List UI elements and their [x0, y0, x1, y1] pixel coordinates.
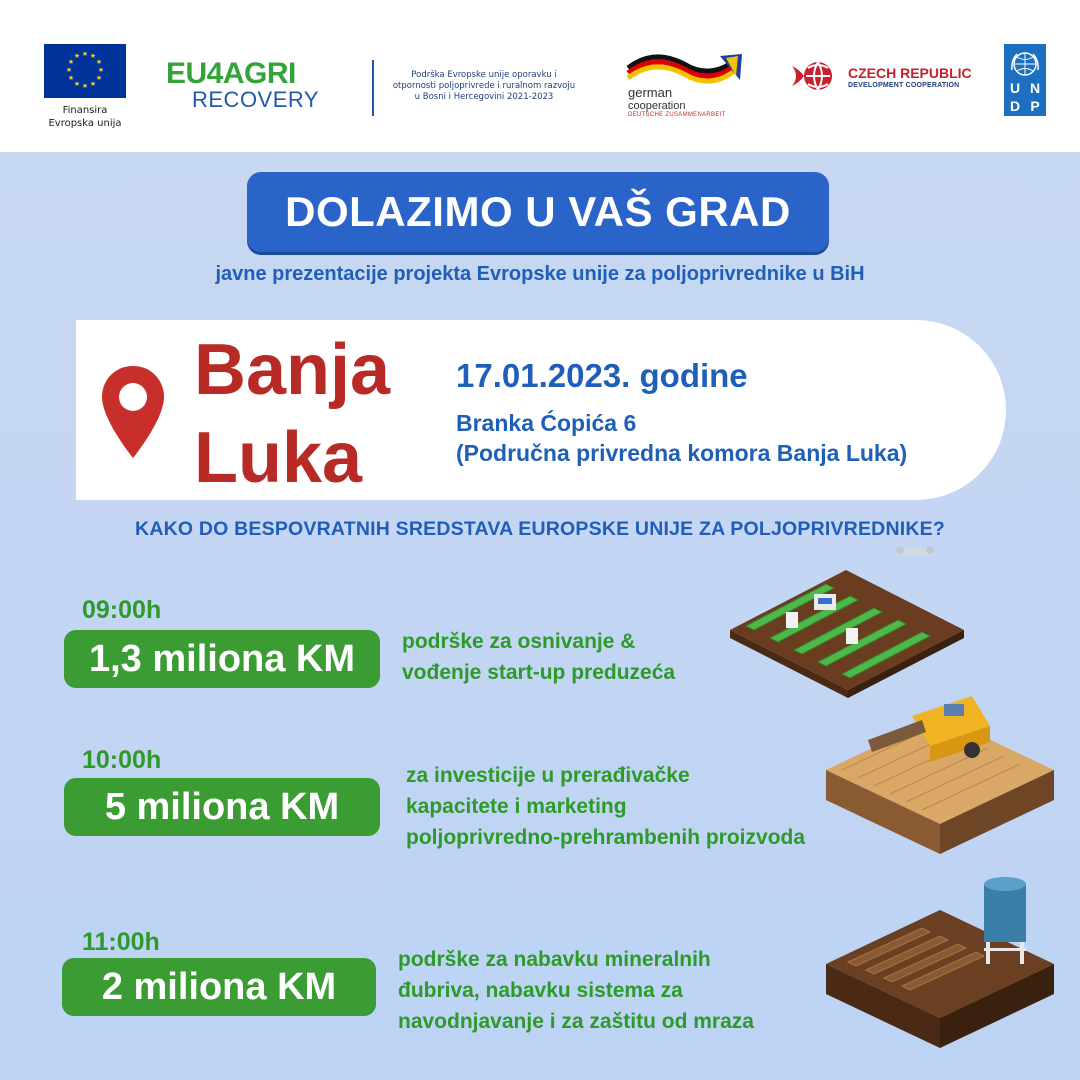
event-address: Branka Ćopića 6 [456, 410, 637, 436]
svg-text:★: ★ [95, 74, 103, 82]
cooperation-word: cooperation [628, 100, 686, 112]
session-time: 09:00h [82, 596, 162, 624]
svg-text:★: ★ [65, 66, 73, 74]
logo-band [0, 0, 1080, 152]
development-cooperation-subtitle: DEVELOPMENT COOPERATION [848, 82, 960, 89]
session-description [402, 626, 675, 688]
eu-funding-caption [30, 104, 140, 130]
eu-caption-line: Evropska unija [48, 118, 122, 129]
description-line: navodnjavanje i za zaštitu od mraza [398, 1010, 754, 1033]
undp-letter: D [1009, 98, 1021, 114]
svg-text:★: ★ [89, 80, 97, 88]
session-amount-badge: 1,3 miliona KM [64, 630, 380, 688]
recovery-wordmark: RECOVERY [192, 87, 320, 112]
svg-text:★: ★ [67, 58, 75, 66]
support-line: Podrška Evropske unije oporavku i [411, 70, 557, 80]
combine-harvester-illustration [822, 696, 1058, 858]
description-line: poljoprivredno-prehrambenih proizvoda [406, 826, 806, 849]
svg-text:★: ★ [81, 82, 89, 90]
support-line: otpornosti poljoprivrede i ruralnom razvoju [392, 81, 576, 91]
un-emblem-icon [1009, 48, 1041, 80]
title-banner [247, 172, 829, 252]
undp-letter: U [1009, 80, 1021, 96]
deutsche-zusammenarbeit: DEUTSCHE ZUSAMMENARBEIT [628, 112, 726, 118]
section-question: KAKO DO BESPOVRATNIH SREDSTAVA EUROPSKE UNIJE ZA POLJOPRIVREDNIKE? [135, 518, 945, 540]
session-amount-badge: 2 miliona KM [62, 958, 376, 1016]
svg-text:★: ★ [81, 50, 89, 58]
description-line: za investicije u prerađivačke [406, 764, 690, 787]
subtitle: javne prezentacije projekta Evropske unije za poljoprivrednike u BiH [215, 263, 865, 285]
german-cooperation-logo [624, 50, 754, 120]
german-word: german [628, 85, 673, 100]
session-time: 10:00h [82, 746, 162, 774]
czech-development-logo [790, 58, 970, 98]
session-description [398, 944, 754, 1037]
eu-flag-icon [44, 44, 126, 98]
svg-text:★: ★ [73, 80, 81, 88]
event-date: 17.01.2023. godine [456, 357, 748, 394]
eu4agri-wordmark: EU4AGRI [166, 57, 296, 90]
czech-emblem-icon [790, 58, 838, 94]
svg-text:★: ★ [97, 66, 105, 74]
session-description [406, 760, 805, 853]
city-name-line: Luka [194, 418, 363, 498]
irrigation-field-illustration [822, 874, 1058, 1052]
eu4agri-logo [166, 57, 342, 112]
map-pin-icon [98, 362, 168, 462]
description-line: vođenje start-up preduzeća [402, 661, 676, 684]
svg-text:★: ★ [73, 52, 81, 60]
undp-letter: N [1029, 80, 1041, 96]
eu-caption-line: Finansira [62, 105, 108, 116]
session-time: 11:00h [82, 928, 160, 956]
city-name-line: Banja [194, 330, 391, 410]
description-line: kapacitete i marketing [406, 795, 627, 818]
undp-logo [1004, 44, 1046, 116]
greenhouse-robots-illustration [726, 540, 968, 698]
page-title: DOLAZIMO U VAŠ GRAD [285, 188, 791, 235]
logo-divider [372, 60, 374, 116]
description-line: podrške za nabavku mineralnih [398, 948, 711, 971]
svg-text:★: ★ [89, 52, 97, 60]
event-venue: (Područna privredna komora Banja Luka) [456, 440, 908, 466]
session-amount-badge: 5 miliona KM [64, 778, 380, 836]
svg-text:★: ★ [95, 58, 103, 66]
german-flag-ribbon-icon [624, 50, 750, 86]
description-line: podrške za osnivanje & [402, 630, 636, 653]
undp-letter: P [1030, 98, 1040, 114]
description-line: đubriva, nabavku sistema za [398, 979, 683, 1002]
support-line: u Bosni i Hercegovini 2021-2023 [414, 92, 554, 102]
support-statement [384, 70, 584, 103]
czech-republic-title: CZECH REPUBLIC [848, 65, 972, 81]
svg-text:★: ★ [67, 74, 75, 82]
